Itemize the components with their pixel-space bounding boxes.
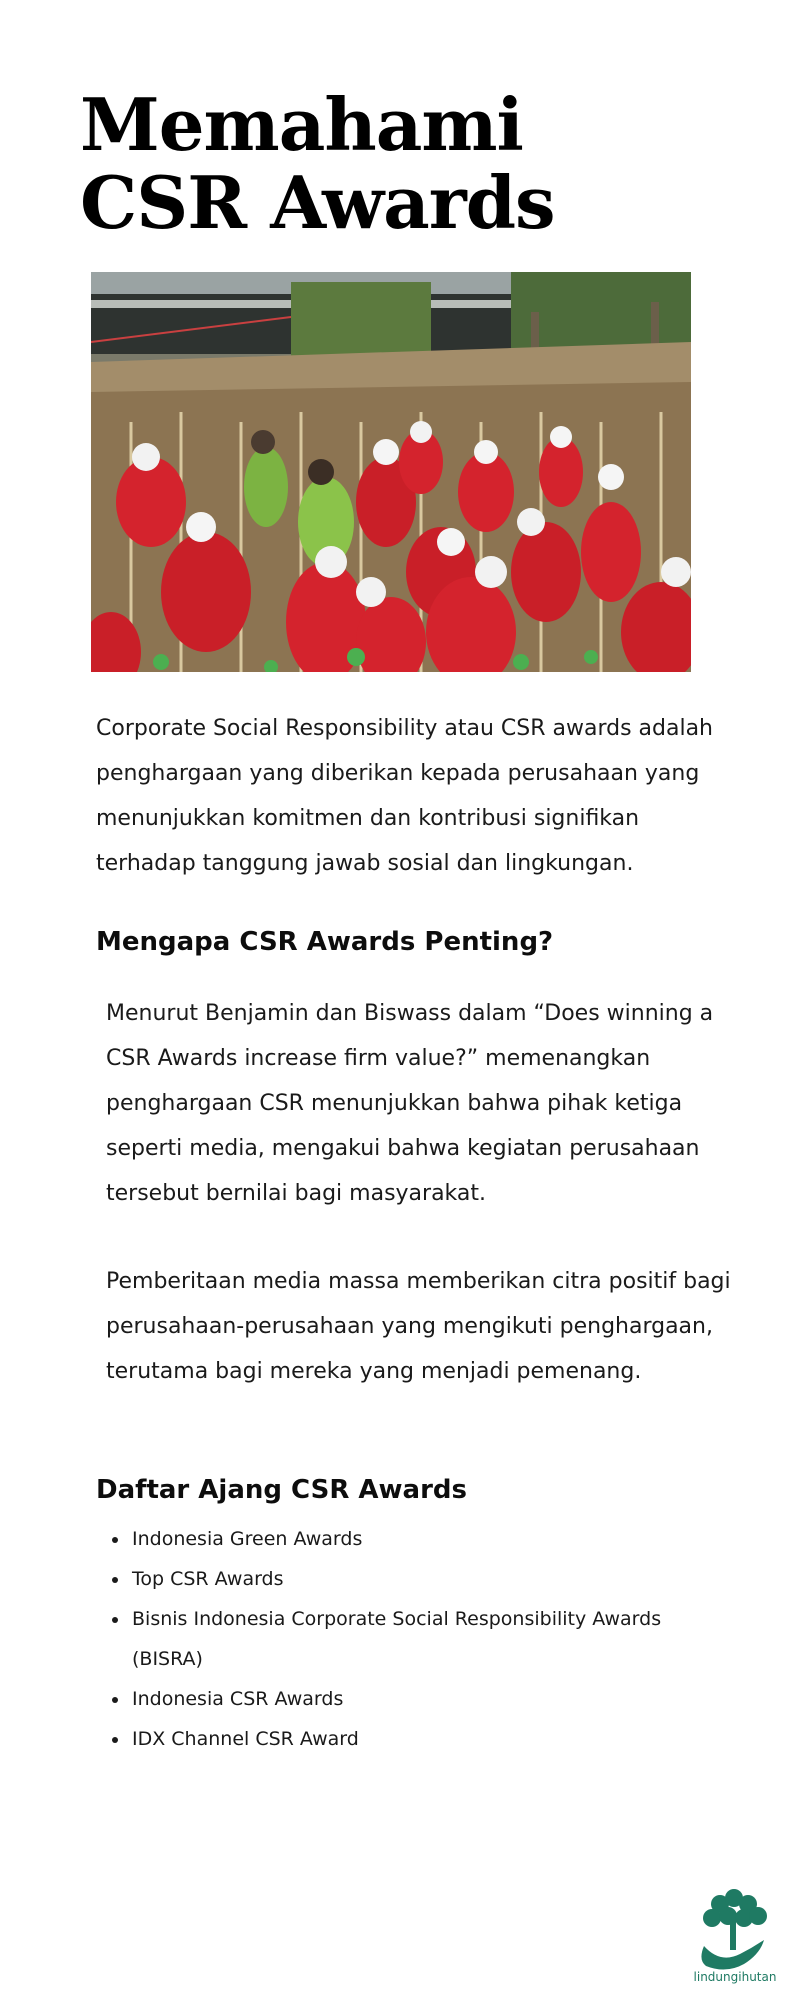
title-line-1: Memahami [80, 82, 523, 167]
page-title [80, 82, 555, 245]
why-paragraph-1: Menurut Benjamin dan Biswass dalam “Does winning a CSR Awards increase firm value?” memenangkan penghargaan CSR menunjukkan bahwa pihak ketiga seperti media, mengakui bahwa kegiatan perusahaan tersebut bernilai bagi masyarakat. [106, 1001, 714, 1206]
logo-text: lindungihutan [693, 1970, 777, 1984]
list-item: • Top CSR Awards [130, 1559, 730, 1599]
list-item: • IDX Channel CSR Award [130, 1719, 730, 1759]
list-item: • Indonesia CSR Awards [130, 1679, 730, 1719]
why-heading: Mengapa CSR Awards Penting? [96, 927, 554, 957]
tree-hand-icon [690, 1884, 780, 1984]
list-item: • Bisnis Indonesia Corporate Social Responsibility Awards (BISRA) [130, 1599, 730, 1679]
list-item: • Indonesia Green Awards [130, 1519, 730, 1559]
hero-photo [91, 272, 691, 672]
awards-list-heading: Daftar Ajang CSR Awards [96, 1475, 467, 1505]
why-paragraph-2: Pemberitaan media massa memberikan citra positif bagi perusahaan-perusahaan yang mengikuti penghargaan, terutama bagi mereka yang menjadi pemenang. [106, 1269, 731, 1384]
title-line-2: CSR Awards [80, 160, 555, 245]
lindungihutan-logo [690, 1884, 780, 1984]
mangrove-planting-illustration [91, 272, 691, 672]
intro-paragraph: Corporate Social Responsibility atau CSR awards adalah penghargaan yang diberikan kepada perusahaan yang menunjukkan komitmen dan kontribusi signifikan terhadap tanggung jawab sosial dan lingkungan. [96, 716, 713, 876]
awards-list [106, 1519, 730, 1759]
